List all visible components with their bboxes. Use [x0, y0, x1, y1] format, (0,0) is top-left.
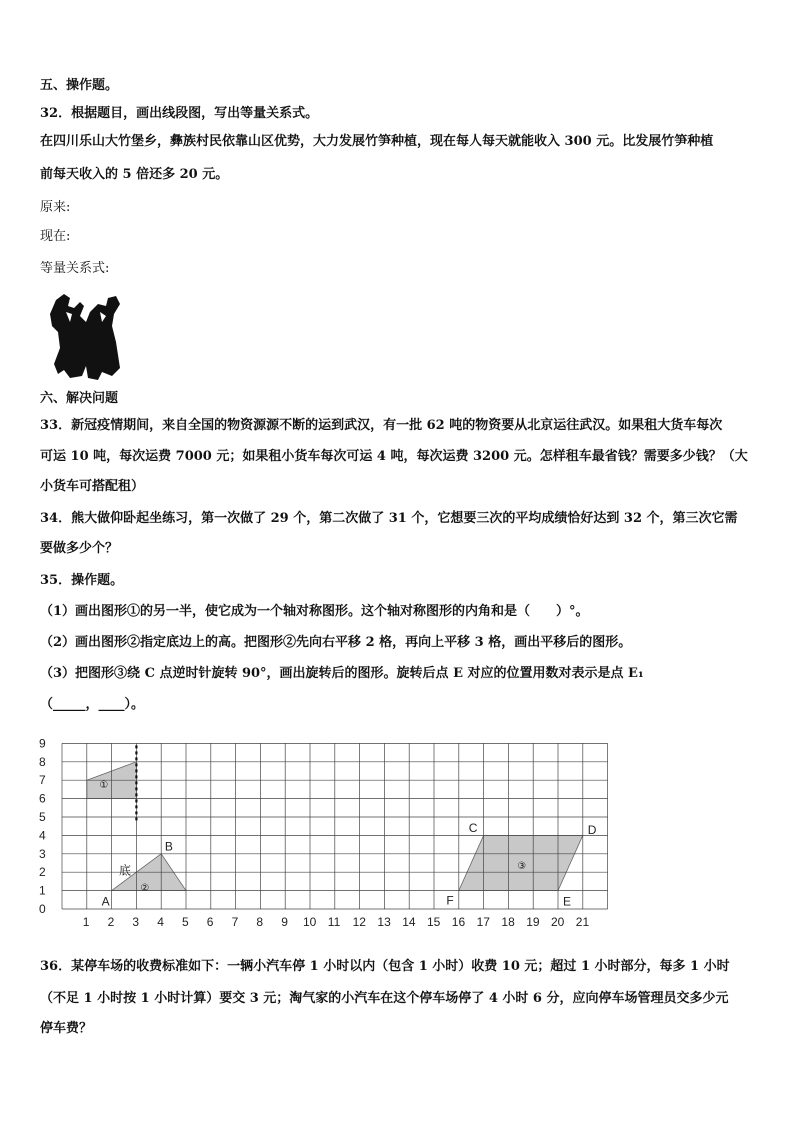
x-tick-label: 6	[206, 915, 214, 929]
vertex-c-label: C	[468, 821, 478, 836]
y-tick-label: 8	[39, 754, 46, 769]
grid-svg	[30, 728, 630, 930]
dancers-silhouette-image	[46, 292, 128, 382]
x-tick-label: 13	[377, 915, 391, 929]
x-tick-label: 18	[501, 915, 515, 929]
x-tick-label: 16	[451, 915, 466, 929]
y-tick-label: 4	[39, 828, 46, 843]
q35-title: 35．操作题。	[40, 573, 124, 588]
label-before: 原来:	[40, 200, 71, 215]
base-label: 底	[119, 863, 132, 878]
y-tick-label: 1	[39, 883, 46, 898]
x-tick-label: 2	[107, 915, 115, 929]
y-tick-label: 2	[39, 865, 46, 880]
shape-3-label: ③	[517, 860, 527, 872]
y-tick-label: 5	[39, 810, 46, 824]
x-tick-label: 15	[427, 915, 441, 929]
y-tick-label: 0	[39, 902, 46, 916]
x-tick-label: 19	[526, 915, 540, 929]
vertex-b-label: B	[164, 839, 173, 854]
x-tick-label: 8	[256, 915, 264, 929]
section-6-heading: 六、解决问题	[40, 391, 119, 406]
q32-body-line2: 前每天收入的 5 倍还多 20 元。	[40, 167, 229, 182]
label-now: 现在:	[40, 229, 71, 244]
q35-part3: （3）把图形③绕 C 点逆时针旋转 90°，画出旋转后的图形。旋转后点 E 对应的位置用数对表示是点 E₁	[40, 666, 644, 681]
vertex-d-label: D	[587, 822, 597, 837]
vertex-e-label: E	[562, 894, 571, 909]
coordinate-grid	[30, 728, 630, 930]
shape-1-label: ①	[99, 779, 109, 791]
q33-line1: 33．新冠疫情期间，来自全国的物资源源不断的运到武汉，有一批 62 吨的物资要从北京运往武汉。如果租大货车每次	[40, 418, 723, 433]
q34-line1: 34．熊大做仰卧起坐练习，第一次做了 29 个，第二次做了 31 个，它想要三次的平均成绩恰好达到 32 个，第三次它需	[40, 511, 738, 526]
x-tick-label: 20	[551, 915, 565, 929]
y-tick-label: 6	[39, 791, 46, 806]
y-tick-label: 9	[39, 736, 46, 751]
q34-line2: 要做多少个？	[40, 541, 119, 556]
x-tick-label: 1	[82, 915, 90, 929]
q32-title: 32．根据题目，画出线段图，写出等量关系式。	[40, 106, 319, 121]
q36-line1: 36．某停车场的收费标准如下：一辆小汽车停 1 小时以内（包含 1 小时）收费 10 元；超过 1 小时部分，每多 1 小时	[40, 959, 730, 974]
x-tick-label: 12	[352, 915, 366, 929]
q32-body-line1: 在四川乐山大竹堡乡，彝族村民依靠山区优势，大力发展竹笋种植，现在每人每天就能收入 300 元。比发展竹笋种植	[40, 134, 714, 149]
q35-part1: （1）画出图形①的另一半，使它成为一个轴对称图形。这个轴对称图形的内角和是（ ）°。	[40, 604, 589, 619]
q35-part3-blanks: （_____，____）。	[40, 697, 145, 712]
y-tick-label: 7	[39, 773, 46, 788]
label-equation: 等量关系式:	[40, 261, 110, 276]
x-tick-label: 11	[327, 915, 341, 929]
x-tick-label: 17	[476, 915, 490, 929]
y-tick-label: 3	[39, 846, 46, 861]
x-tick-label: 9	[281, 915, 288, 929]
x-tick-label: 3	[132, 915, 140, 929]
shape-2-label: ②	[140, 882, 150, 894]
x-tick-label: 5	[182, 915, 189, 929]
q35-part2: （2）画出图形②指定底边上的高。把图形②先向右平移 2 格，再向上平移 3 格，画出平移后的图形。	[40, 635, 632, 650]
x-tick-label: 21	[575, 915, 590, 929]
vertex-f-label: F	[446, 893, 454, 908]
x-tick-label: 4	[157, 915, 164, 929]
vertex-a-label: A	[101, 894, 110, 909]
q33-line3: 小货车可搭配租）	[40, 479, 145, 494]
q36-line2: （不足 1 小时按 1 小时计算）要交 3 元；淘气家的小汽车在这个停车场停了 4 小时 6 分，应向停车场管理员交多少元	[40, 991, 729, 1006]
x-tick-label: 10	[303, 915, 317, 929]
q33-line2: 可运 10 吨，每次运费 7000 元；如果租小货车每次可运 4 吨，每次运费 3200 元。怎样租车最省钱？需要多少钱？（大	[40, 449, 748, 464]
x-tick-label: 14	[402, 915, 416, 929]
section-5-heading: 五、操作题。	[40, 78, 119, 93]
q36-line3: 停车费？	[40, 1021, 93, 1036]
x-tick-label: 7	[231, 915, 239, 929]
